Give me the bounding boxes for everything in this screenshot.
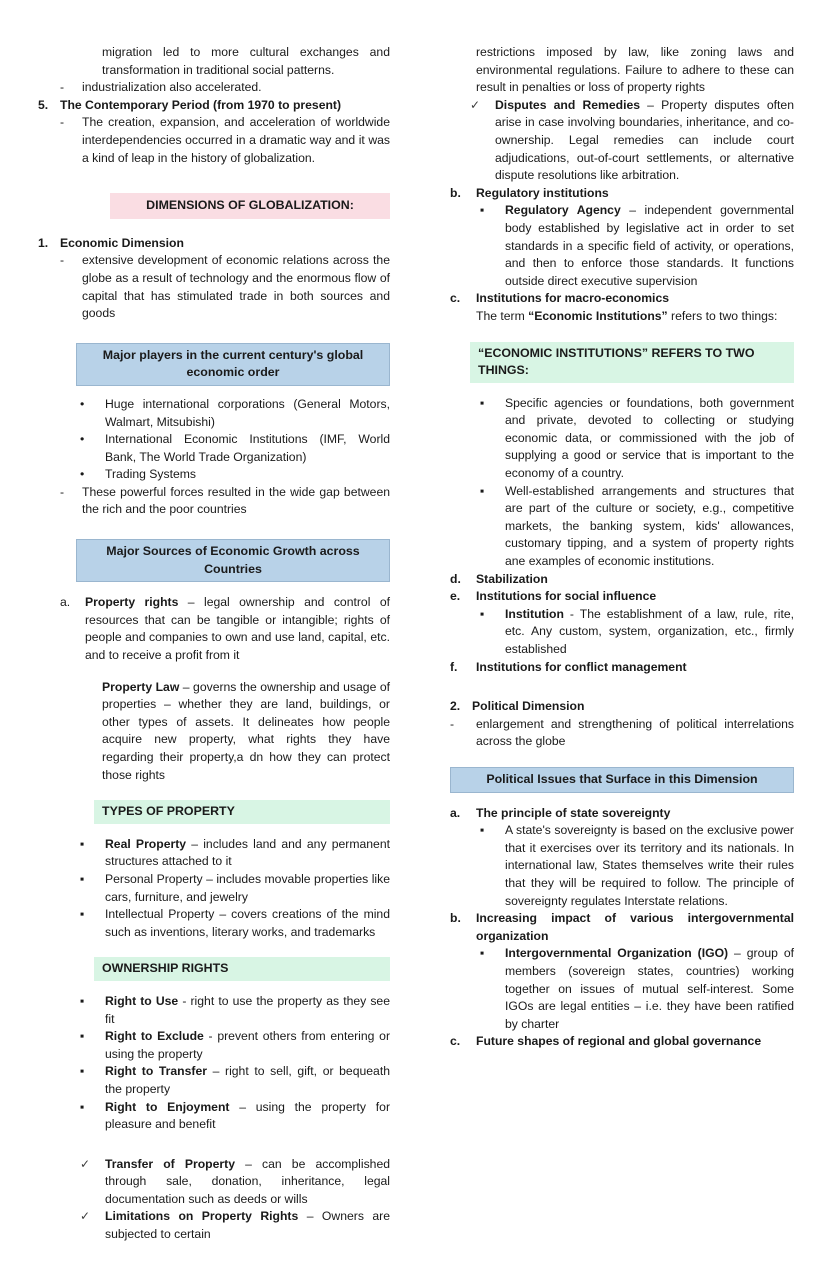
list-item-label: [505, 202, 794, 290]
heading-macro-economics: Institutions for macro-economics: [476, 291, 669, 306]
dash-marker: -: [60, 253, 65, 268]
list-item-label: [505, 945, 794, 1033]
list-item-label: A state's sovereignty is based on the exclusive power that it exercises over its territory and its nationals. In international law, States themselves write their rules that they will be required to follow. The principle of sovereignty regulates Interstate relations.: [505, 823, 794, 908]
list-item-economic-dimension: [38, 235, 390, 253]
list-item-regulatory-agency: [442, 202, 794, 290]
list-item-real-property: [38, 836, 390, 871]
list-item-transfer-of-property: [38, 1156, 390, 1209]
term-right-to-exclude: Right to Exclude: [105, 1029, 204, 1044]
list-item-label: [105, 1063, 390, 1098]
right-column: [442, 44, 794, 1051]
bullet-square-icon: ▪: [80, 907, 85, 922]
heading-contemporary-period: The Contemporary Period (from 1970 to present): [60, 97, 342, 112]
list-item-intellectual-property: [38, 906, 390, 941]
list-item-label: extensive development of economic relations across the globe as a result of technology and the enormous flow of capital that has stimulated trade in both sources and goods: [82, 253, 390, 321]
list-item-label: [105, 1028, 390, 1063]
list-item-label: Personal Property – includes movable properties like cars, furniture, and jewelry: [105, 871, 390, 904]
paragraph-restrictions: restrictions imposed by law, like zoning laws and environmental regulations. Failure to adhere to these can result in penalties or loss of property rights: [476, 45, 794, 95]
banner-economic-institutions-two-things: “ECONOMIC INSTITUTIONS” REFERS TO TWO THINGS:: [470, 342, 794, 383]
banner-political-issues: Political Issues that Surface in this Dimension: [450, 767, 794, 793]
heading-economic-dimension: Economic Dimension: [60, 235, 184, 250]
term-igo: Intergovernmental Organization (IGO): [505, 946, 729, 961]
heading-social-influence: Institutions for social influence: [476, 589, 657, 604]
dash-marker: -: [60, 80, 65, 95]
list-item-specific-agencies: [442, 395, 794, 483]
term-definition: – independent governmental body established by legislative act in order to set standards in a specific field of activity, or operations, and then to enforce those standards. It functions outside direct executive supervision: [505, 203, 794, 288]
list-item-label: [105, 993, 390, 1028]
list-item-stabilization: [442, 571, 794, 589]
list-item-state-sovereignty: [442, 805, 794, 823]
term-property-rights: Property rights: [85, 595, 179, 610]
term-right-to-transfer: Right to Transfer: [105, 1064, 207, 1079]
dash-marker: -: [60, 484, 65, 499]
heading-regulatory-institutions: Regulatory institutions: [476, 185, 609, 200]
list-item-huge-corporations: [38, 396, 390, 431]
banner-types-of-property: TYPES OF PROPERTY: [94, 800, 390, 824]
list-item-label: [85, 594, 390, 664]
list-item-label: [105, 1156, 390, 1209]
list-item-igo-definition: [442, 945, 794, 1033]
bullet-square-icon: ▪: [480, 946, 485, 961]
list-item-label: Trading Systems: [105, 467, 196, 482]
list-item-label: [505, 606, 794, 659]
bullet-square-icon: ▪: [80, 836, 85, 851]
heading-stabilization: Stabilization: [476, 571, 548, 586]
list-item-right-to-transfer: [38, 1063, 390, 1098]
list-item-label: Huge international corporations (General Motors, Walmart, Mitsubishi): [105, 396, 390, 429]
term-definition: – can be accomplished through sale, donation, inheritance, legal documentation such as deeds or wills: [105, 1156, 390, 1206]
term-right-to-use: Right to Use: [105, 993, 179, 1008]
list-item-right-to-enjoyment: [38, 1099, 390, 1134]
term-transfer-of-property: Transfer of Property: [105, 1156, 235, 1171]
term-definition: – group of members (sovereign states, countries) working together on issues of mutual self-interest. Some IGOs are legal entities – i.e. they have been ratified by charter: [505, 946, 794, 1031]
heading-increasing-impact: Increasing impact of various intergovernmental organization: [476, 911, 794, 943]
bullet-dot-icon: •: [80, 467, 85, 482]
list-item-right-to-exclude: [38, 1028, 390, 1063]
term-economic-institutions: “Economic Institutions”: [528, 308, 668, 323]
paragraph-economic-institutions-intro: [476, 308, 794, 326]
list-item-extensive-development: [38, 252, 390, 322]
bullet-square-icon: ▪: [80, 1064, 85, 1079]
list-item-social-influence: [442, 588, 794, 606]
banner-ownership-rights: OWNERSHIP RIGHTS: [94, 957, 390, 981]
list-item-property-rights: [38, 594, 390, 664]
term-right-to-enjoyment: Right to Enjoyment: [105, 1099, 230, 1114]
term-definition: - right to use the property as they see fit: [105, 993, 390, 1026]
alpha-marker: f.: [450, 659, 458, 674]
alpha-marker: b.: [450, 911, 461, 926]
term-definition: – legal ownership and control of resources that can be tangible or intangible; rights of people and companies to own and use land, capital, etc. and to receive a profit from it: [85, 595, 390, 663]
term-property-law: Property Law: [102, 679, 180, 694]
list-item-label: [495, 97, 794, 185]
list-item-future-shapes: [442, 1033, 794, 1051]
bullet-square-icon: ▪: [480, 823, 485, 838]
alpha-marker: b.: [450, 185, 461, 200]
banner-major-players: Major players in the current century's global economic order: [76, 343, 390, 386]
list-item-label: Specific agencies or foundations, both government and private, devoted to collecting or studying economic data, or commissioned with the job of supplying a good or service that is important to the economy of a country.: [505, 395, 794, 481]
term-regulatory-agency: Regulatory Agency: [505, 203, 621, 218]
alpha-marker: d.: [450, 571, 461, 586]
term-definition: – using the property for pleasure and benefit: [105, 1099, 391, 1132]
dash-marker: -: [60, 115, 65, 130]
check-icon: ✓: [470, 97, 481, 112]
intro-prefix: The term: [476, 308, 529, 323]
list-item-conflict-management: [442, 659, 794, 677]
term-definition: - prevent others from entering or using the property: [105, 1029, 390, 1061]
list-item-label: industrialization also accelerated.: [82, 80, 262, 95]
check-icon: ✓: [80, 1209, 91, 1224]
term-definition: – Owners are subjected to certain: [105, 1209, 390, 1242]
term-definition: – governs the ownership and usage of properties – whether they are land, buildings, or other types of assets. It delineates how people acquire new property, what rights they have regarding their property,a dn how they can protect those rights: [102, 679, 390, 782]
dash-marker: -: [450, 716, 455, 731]
list-item-trading-systems: [38, 466, 390, 484]
term-definition: - The establishment of a law, rule, rite, etc. Any custom, system, organization, etc., firmly established: [505, 606, 794, 656]
banner-dimensions-of-globalization: DIMENSIONS OF GLOBALIZATION:: [110, 193, 390, 219]
paragraph-property-law: [102, 679, 390, 785]
list-item-creation-expansion: [38, 114, 390, 167]
left-column: [38, 44, 390, 1244]
bullet-square-icon: ▪: [80, 871, 85, 886]
alpha-marker: e.: [450, 589, 461, 604]
list-item-well-established-arrangements: [442, 483, 794, 571]
bullet-dot-icon: •: [80, 432, 85, 447]
list-item-regulatory-institutions: [442, 185, 794, 203]
banner-major-sources: Major Sources of Economic Growth across Countries: [76, 539, 390, 582]
list-item-contemporary-period: [38, 97, 390, 115]
list-item-label: These powerful forces resulted in the wide gap between the rich and the poor countries: [82, 484, 390, 517]
alpha-marker: c.: [450, 1034, 461, 1049]
list-item-economic-institutions: [38, 431, 390, 466]
bullet-dot-icon: •: [80, 396, 85, 411]
alpha-marker: a.: [450, 805, 461, 820]
list-item-industrialization: [38, 79, 390, 97]
list-item-label: The creation, expansion, and acceleration of worldwide interdependencies occurred in a dramatic way and it was a kind of leap in the history of globalization.: [82, 115, 390, 165]
list-item-label: enlargement and strengthening of political interrelations across the globe: [476, 716, 794, 749]
heading-state-sovereignty: The principle of state sovereignty: [476, 805, 671, 820]
list-item-disputes-and-remedies: [442, 97, 794, 185]
term-definition: – Property disputes often arise in case involving boundaries, inheritance, and co-ownership. Legal remedies can include court adjudications, out-of-court settlements, or alternative dispute resolutions like arbitration.: [495, 97, 794, 183]
term-disputes-and-remedies: Disputes and Remedies: [495, 97, 641, 112]
list-item-increasing-impact-igo: [442, 910, 794, 945]
term-limitations: Limitations on Property Rights: [105, 1209, 299, 1224]
number-marker: 1.: [38, 235, 49, 250]
bullet-square-icon: ▪: [480, 203, 485, 218]
list-item-institution-definition: [442, 606, 794, 659]
list-item-personal-property: [38, 871, 390, 906]
heading-future-shapes: Future shapes of regional and global governance: [476, 1034, 762, 1049]
list-item-label: [105, 1099, 390, 1134]
check-icon: ✓: [80, 1156, 91, 1171]
intro-suffix: refers to two things:: [667, 308, 778, 323]
list-item-label: [105, 1208, 390, 1243]
bullet-square-icon: ▪: [480, 606, 485, 621]
heading-conflict-management: Institutions for conflict management: [476, 659, 687, 674]
paragraph-migration: migration led to more cultural exchanges and transformation in traditional social patterns.: [102, 45, 390, 77]
list-item-label: International Economic Institutions (IMF, World Bank, The World Trade Organization): [105, 432, 390, 464]
list-item-sovereignty-detail: [442, 822, 794, 910]
list-item-label: Well-established arrangements and structures that are part of the culture or society, e.g., competitive markets, the banking system, kids' allowances, customary tipping, and a system of property rights ane examples of economic institutions.: [505, 483, 794, 569]
bullet-square-icon: ▪: [480, 483, 485, 498]
list-item-right-to-use: [38, 993, 390, 1028]
alpha-marker: c.: [450, 291, 461, 306]
bullet-square-icon: ▪: [480, 395, 485, 410]
list-item-enlargement: [442, 716, 794, 751]
list-item-label: Intellectual Property – covers creations of the mind such as inventions, literary works, and trademarks: [105, 907, 390, 939]
term-real-property: Real Property: [105, 836, 187, 851]
list-item-political-dimension: [442, 698, 794, 716]
number-marker: 2.: [450, 699, 461, 714]
list-item-label: [105, 836, 390, 871]
term-definition: – right to sell, gift, or bequeath the property: [105, 1064, 390, 1096]
number-marker: 5.: [38, 97, 49, 112]
term-definition: – includes land and any permanent structures attached to it: [105, 836, 390, 869]
list-item-powerful-forces: [38, 484, 390, 519]
list-item-macro-economics: [442, 290, 794, 308]
heading-political-dimension: Political Dimension: [472, 699, 585, 714]
bullet-square-icon: ▪: [80, 1099, 85, 1114]
two-column-layout: [38, 44, 794, 1244]
alpha-marker: a.: [60, 595, 71, 610]
list-item-limitations-on-property-rights: [38, 1208, 390, 1243]
term-institution: Institution: [505, 606, 564, 621]
bullet-square-icon: ▪: [80, 993, 85, 1008]
bullet-square-icon: ▪: [80, 1029, 85, 1044]
